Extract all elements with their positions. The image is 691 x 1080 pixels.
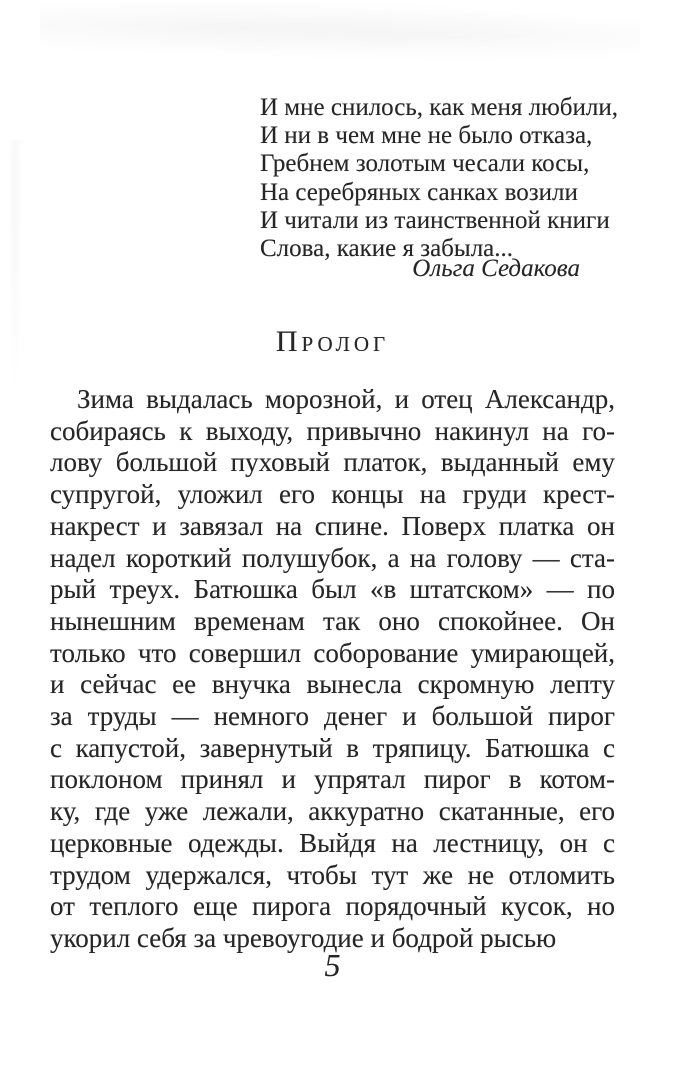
body-line: и сейчас ее внучка вынесла скромную лепту [50,669,615,700]
chapter-heading: Пролог [275,325,390,358]
page-number: 5 [324,947,341,983]
epigraph-line: И читали из таинственной книги [260,206,610,234]
epigraph-line: И ни в чем мне не было отказа, [260,122,593,150]
body-line: от теплого еще пирога порядочный кусок, но [50,891,615,922]
body-line: супругой, уложил его концы на груди крест- [50,479,615,510]
body-line: за труды — немного денег и большой пирог [50,701,615,732]
body-line: рый треух. Батюшка был «в штатском» — по [50,574,615,605]
body-line: ку, где уже лежали, аккуратно скатанные, его [50,796,615,827]
epigraph-line: На серебряных санках возили [260,178,578,206]
epigraph-attribution: Ольга Седакова [412,255,580,282]
epigraph-line: Слова, какие я забыла... [260,235,514,263]
body-line: надел короткий полушубок, а на голову — ста- [50,542,615,573]
epigraph-poem [260,94,618,263]
body-line: церковные одежды. Выйдя на лестницу, он с [50,827,615,858]
body-line: только что совершил соборование умирающей, [50,637,615,668]
body-line: поклоном принял и упрятал пирог в котом- [50,764,615,795]
body-line: с капустой, завернутый в тряпицу. Батюшка с [50,732,615,763]
body-line: накрест и завязал на спине. Поверх платка он [50,510,615,541]
epigraph-line: И мне снилось, как меня любили, [260,94,618,121]
scan-noise-artifact [40,4,640,59]
body-text [50,384,615,955]
body-line: нынешним временам так оно спокойнее. Он [50,605,615,636]
body-line: собираясь к выходу, привычно накинул на го- [50,415,615,446]
body-line: укорил себя за чревоугодие и бодрой рысью [50,922,557,953]
scan-noise-artifact [8,140,22,400]
body-line: трудом удержался, чтобы тут же не отломить [50,859,615,890]
body-line: Зима выдалась морозной, и отец Александр, [77,384,615,414]
body-line: лову большой пуховый платок, выданный ему [50,447,615,478]
epigraph-line: Гребнем золотым чесали косы, [260,150,590,178]
